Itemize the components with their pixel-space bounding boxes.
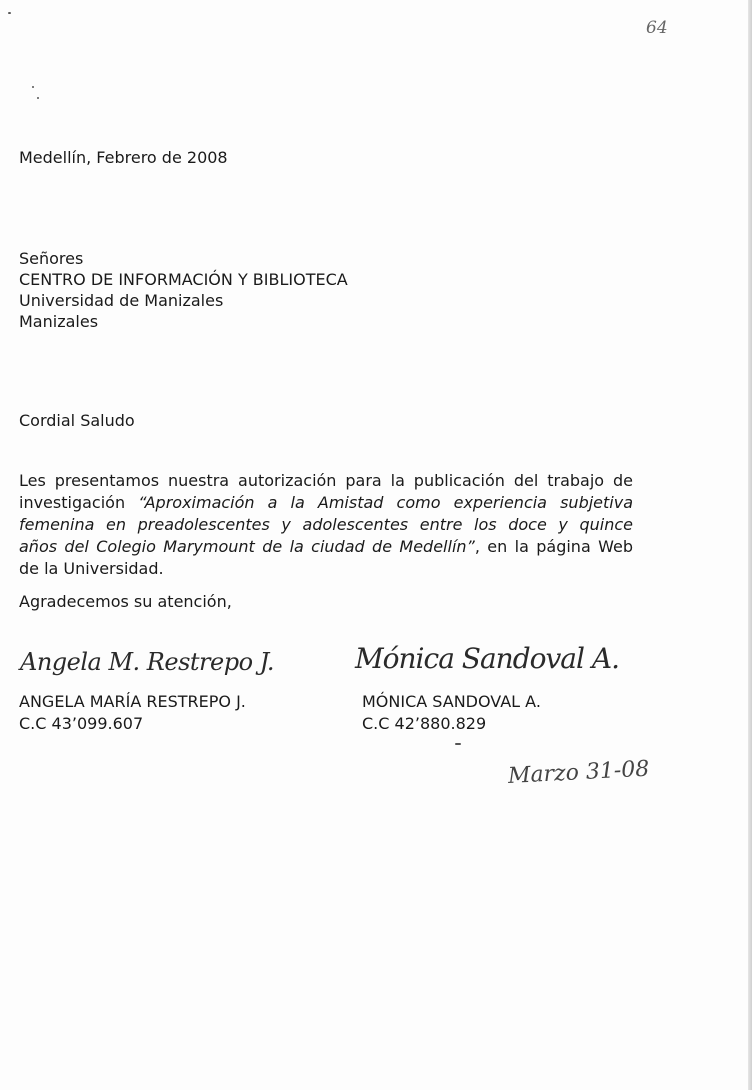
body-line-3 [19,514,633,536]
thesis-title-part-2: femenina en preadolescentes y adolescentes entre los doce y quince [19,515,633,534]
scan-speck [32,86,34,88]
body-line-4-suffix: , en la página Web [474,537,633,556]
scan-speck [455,743,461,745]
recipient-institution: Universidad de Manizales [19,291,224,310]
signer-2-name: MÓNICA SANDOVAL A. [362,692,541,711]
body-paragraph [19,470,633,580]
scan-speck [37,97,39,99]
greeting: Cordial Saludo [19,411,135,430]
body-line-2-prefix: investigación [19,493,139,512]
scan-speck [8,12,11,14]
body-line-5: de la Universidad. [19,559,164,578]
recipient-salutation: Señores [19,249,84,268]
signer-1-name: ANGELA MARÍA RESTREPO J. [19,692,246,711]
thesis-title-part-3: años del Colegio Marymount de la ciudad de Medellín” [19,537,475,556]
thesis-title-part-1: “Aproximación a la Amistad como experiencia subjetiva [138,493,633,512]
closing: Agradecemos su atención, [19,592,232,611]
signature-1: Angela M. Restrepo J. [20,648,275,676]
signer-2-id: C.C 42’880.829 [362,714,487,733]
handwritten-date: Marzo 31-08 [507,756,650,789]
body-line-1: Les presentamos nuestra autorización para la publicación del trabajo de [19,471,633,490]
recipient-city: Manizales [19,312,99,331]
body-line-4 [19,536,633,558]
body-line-2 [19,492,633,514]
page-edge-shadow [748,0,752,1090]
recipient-organization: CENTRO DE INFORMACIÓN Y BIBLIOTECA [19,270,348,289]
place-date: Medellín, Febrero de 2008 [19,148,228,167]
signer-1-id: C.C 43’099.607 [19,714,144,733]
recipient-block [19,248,348,332]
handwritten-page-number: 64 [646,18,668,38]
signature-2: Mónica Sandoval A. [355,642,619,675]
